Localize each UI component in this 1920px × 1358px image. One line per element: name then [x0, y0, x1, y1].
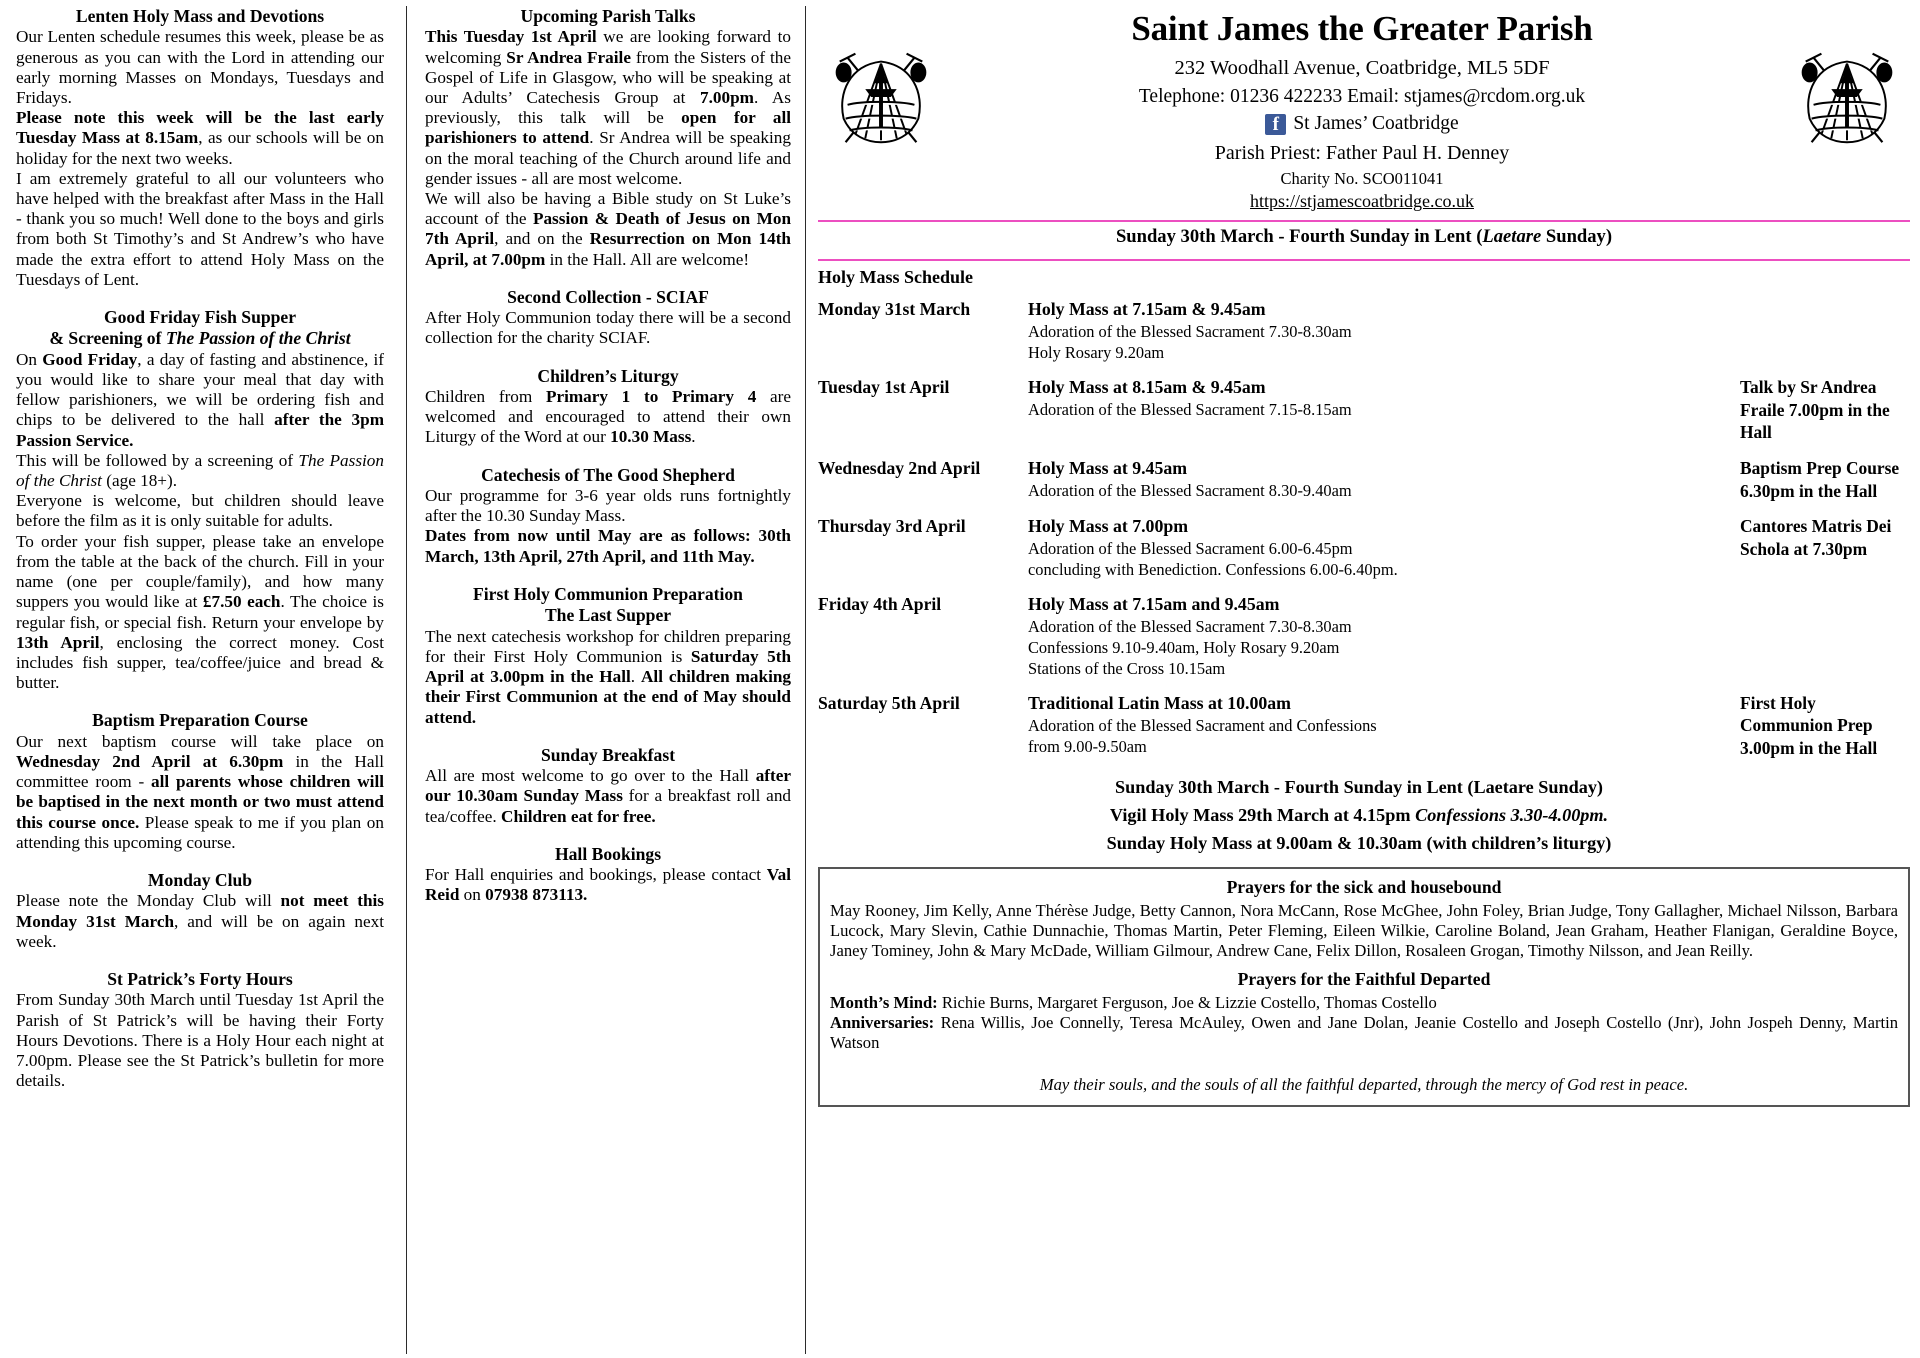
- schedule-row: [818, 457, 1910, 502]
- text-run: All children making their First Communion at the end of May should attend.: [425, 667, 791, 727]
- anniversaries-label: Anniversaries:: [830, 1013, 935, 1033]
- masthead: [818, 6, 1910, 212]
- facebook-line: [942, 111, 1782, 137]
- schedule-detail: [1028, 692, 1740, 757]
- schedule-day: Monday 31st March: [818, 299, 971, 320]
- divider-bottom: [818, 259, 1910, 261]
- banner-italic: Laetare: [1482, 226, 1542, 248]
- article-title: First Holy Communion Preparation: [473, 583, 743, 604]
- text-run: (age 18+).: [101, 471, 178, 491]
- text-run: This Tuesday 1st April: [425, 27, 597, 47]
- schedule-mass-time: Traditional Latin Mass at 10.00am: [1028, 692, 1291, 713]
- schedule-event: First Holy Communion Prep 3.00pm in the Hall: [1740, 692, 1878, 759]
- right-info-column: [806, 6, 1910, 1107]
- text-run: This will be followed by a screening of: [16, 450, 299, 470]
- article-section: [425, 844, 791, 906]
- parish-website-link[interactable]: https://stjamescoatbridge.co.uk: [1250, 191, 1474, 212]
- closing-prayer: May their souls, and the souls of all the faithful departed, through the mercy of God rest in peace.: [1039, 1074, 1689, 1094]
- schedule-event: Cantores Matris Dei Schola at 7.30pm: [1740, 516, 1892, 559]
- text-run: I am extremely grateful to all our volunteers who have helped with the breakfast after Mass in the Hall - thank you so much! Well done to the boys and girls from both St Timothy’s and St Andrew’s who have made the extra effort to attend Holy Mass on the Tuesdays of Lent.: [16, 168, 384, 289]
- text-run: Good Friday: [42, 349, 138, 369]
- text-run: are welcomed and encouraged to attend their own Liturgy of the Word at our: [425, 387, 792, 447]
- article-paragraph: [425, 387, 791, 448]
- text-run: Our next baptism course will take place on: [16, 731, 384, 751]
- text-run: after our 10.30am Sunday Mass: [425, 766, 791, 806]
- article-title: Second Collection - SCIAF: [507, 286, 709, 307]
- text-run: The next catechesis workshop for children preparing for their First Holy Communion is: [425, 626, 791, 666]
- sunday-mass-line: Sunday 30th March - Fourth Sunday in Lent (Laetare Sunday): [1115, 776, 1603, 797]
- text-run: 7.00pm: [700, 88, 754, 108]
- article-paragraph: [425, 27, 791, 189]
- schedule-mass-time: Holy Mass at 7.00pm: [1028, 516, 1189, 537]
- facebook-label: St James’ Coatbridge: [1293, 113, 1459, 135]
- text-run: Children eat for free.: [501, 806, 656, 826]
- article-paragraph: [425, 865, 791, 905]
- article-title: Hall Bookings: [554, 843, 662, 864]
- schedule-mass-time: Holy Mass at 7.15am & 9.45am: [1028, 299, 1266, 320]
- schedule-detail: [1028, 376, 1740, 420]
- text-run: 07938 873113.: [485, 885, 588, 905]
- text-run: , and on the: [494, 229, 590, 249]
- text-run: Val Reid: [425, 865, 791, 905]
- text-run: On: [16, 349, 43, 369]
- article-title: Lenten Holy Mass and Devotions: [75, 6, 325, 26]
- article-paragraph: [16, 169, 384, 290]
- article-paragraph: [16, 891, 384, 952]
- text-run: after the 3pm Passion Service.: [16, 410, 385, 450]
- months-mind-label: Month’s Mind:: [830, 993, 938, 1013]
- schedule-mass-time: Holy Mass at 8.15am & 9.45am: [1028, 377, 1266, 398]
- text-run: not meet this Monday 31st March: [16, 891, 384, 931]
- article-section: [425, 465, 791, 567]
- text-run: .: [691, 427, 696, 447]
- article-section: [425, 584, 791, 728]
- article-paragraph: [425, 627, 791, 728]
- text-run: We will also be having a Bible study on St Luke’s account of the: [425, 189, 791, 229]
- parish-name: Saint James the Greater Parish: [1131, 9, 1593, 48]
- schedule-day: Tuesday 1st April: [818, 377, 950, 398]
- article-paragraph: [16, 732, 384, 853]
- text-run: 10.30 Mass: [610, 427, 692, 447]
- subtitle-italic: The Passion of the Christ: [165, 328, 351, 349]
- article-paragraph: [425, 486, 791, 526]
- mass-schedule: [818, 267, 1910, 857]
- text-run: Our programme for 3-6 year olds runs fortnightly after the 10.30 Sunday Mass.: [425, 486, 791, 526]
- article-section: [425, 745, 791, 827]
- article-title: St Patrick’s Forty Hours: [107, 968, 293, 989]
- vigil-confessions: Confessions 3.30-4.00pm.: [1415, 804, 1609, 825]
- text-run: £7.50 each: [202, 592, 281, 612]
- text-run: , a day of fasting and abstinence, if you would like to share your meal that day with fellow parishioners, we will be ordering fish and chips to be delivered to the hall: [16, 349, 384, 430]
- text-run: For Hall enquiries and bookings, please contact: [425, 865, 767, 885]
- text-run: open for all parishioners to attend: [425, 108, 791, 148]
- schedule-devotion: Adoration of the Blessed Sacrament 7.15-8.15am: [1028, 399, 1352, 419]
- subtitle-plain: & Screening of: [49, 328, 166, 349]
- text-run: in the Hall. All are welcome!: [545, 249, 750, 269]
- text-run: , and will be on again next week.: [16, 911, 384, 951]
- parish-contact: Telephone: 01236 422233 Email: stjames@rcdom.org.uk: [1138, 85, 1586, 107]
- text-run: To order your fish supper, please take an envelope from the table at the back of the church. Fill in your name (one per couple/family), and how many suppers you would like at: [16, 531, 384, 612]
- parish-address: 232 Woodhall Avenue, Coatbridge, ML5 5DF: [1174, 56, 1550, 79]
- text-run: Please speak to me if you plan on attending this upcoming course.: [16, 812, 384, 852]
- anniversaries-names: Rena Willis, Joe Connelly, Teresa McAuley, Owen and Jane Dolan, Jeanie Costello and Joseph Costello (Jnr), John Jospeh Denny, Martin Watson: [830, 1013, 1898, 1053]
- text-run: All are most welcome to go over to the Hall: [425, 766, 756, 786]
- text-run: . As previously, this talk will be: [425, 88, 792, 128]
- article-title: Monday Club: [147, 869, 253, 890]
- text-run: Everyone is welcome, but children should leave before the film as it is only suitable for adults.: [16, 491, 384, 531]
- article-paragraph: [425, 189, 791, 270]
- schedule-day: Saturday 5th April: [818, 692, 960, 713]
- schedule-heading: Holy Mass Schedule: [818, 267, 974, 288]
- prayers-departed-title: Prayers for the Faithful Departed: [1237, 969, 1491, 990]
- article-title: Catechesis of The Good Shepherd: [481, 464, 735, 485]
- facebook-icon: f: [1265, 114, 1286, 135]
- article-section: [16, 870, 384, 952]
- article-section: [425, 287, 791, 349]
- article-title: Good Friday Fish Supper: [103, 307, 297, 328]
- schedule-day: Thursday 3rd April: [818, 516, 966, 537]
- article-title: Sunday Breakfast: [540, 744, 676, 765]
- schedule-devotion: concluding with Benediction. Confessions 6.00-6.40pm.: [1028, 560, 1398, 580]
- schedule-devotion: Adoration of the Blessed Sacrament 8.30-9.40am: [1028, 480, 1352, 500]
- article-title: Baptism Preparation Course: [92, 710, 308, 731]
- text-run: from the Sisters of the Gospel of Life in Glasgow, who will be speaking at our Adults’ Catechesis Group at: [425, 47, 791, 108]
- subtitle-plain: The Last Supper: [544, 605, 672, 626]
- article-title: Children’s Liturgy: [537, 365, 679, 386]
- schedule-detail: [1028, 457, 1740, 501]
- schedule-detail: [1028, 515, 1740, 580]
- schedule-event: Baptism Prep Course 6.30pm in the Hall: [1740, 458, 1900, 501]
- article-section: [16, 6, 384, 290]
- article-paragraph: [16, 451, 384, 491]
- article-subtitle: [16, 328, 384, 348]
- text-run: we are looking forward to welcoming: [425, 27, 791, 67]
- schedule-row: [818, 515, 1910, 580]
- text-run: Sr Andrea Fraile: [506, 47, 631, 67]
- article-paragraph: [16, 350, 384, 451]
- text-run: Children from: [425, 387, 546, 407]
- schedule-mass-time: Holy Mass at 9.45am: [1028, 458, 1188, 479]
- scallop-shell-crest-icon-right: [1788, 32, 1906, 165]
- article-paragraph: [16, 990, 384, 1091]
- schedule-row: [818, 298, 1910, 363]
- article-title: Upcoming Parish Talks: [520, 6, 696, 26]
- schedule-row: [818, 376, 1910, 444]
- schedule-devotion: Adoration of the Blessed Sacrament 7.30-8.30am: [1028, 616, 1352, 636]
- schedule-devotion: from 9.00-9.50am: [1028, 736, 1147, 756]
- middle-article-column: [406, 6, 806, 1354]
- prayers-box: [818, 867, 1910, 1107]
- text-run: 13th April: [16, 632, 100, 652]
- schedule-row: [818, 593, 1910, 679]
- prayers-sick-title: Prayers for the sick and housebound: [1226, 877, 1502, 898]
- article-paragraph: [16, 108, 384, 169]
- article-paragraph: [16, 491, 384, 531]
- text-run: After Holy Communion today there will be a second collection for the charity SCIAF.: [425, 308, 791, 348]
- sunday-banner: [818, 222, 1910, 251]
- schedule-day: Wednesday 2nd April: [818, 458, 981, 479]
- article-section: [425, 6, 791, 270]
- schedule-day: Friday 4th April: [818, 594, 942, 615]
- sunday-mass-line: Sunday Holy Mass at 9.00am & 10.30am (with children’s liturgy): [1106, 833, 1612, 854]
- schedule-devotion: Adoration of the Blessed Sacrament 7.30-8.30am: [1028, 322, 1352, 342]
- schedule-devotion: Holy Rosary 9.20am: [1028, 343, 1165, 363]
- charity-number: Charity No. SCO011041: [1280, 168, 1444, 188]
- text-run: Primary 1 to Primary 4: [545, 387, 757, 407]
- schedule-devotion: Adoration of the Blessed Sacrament 6.00-6.45pm: [1028, 539, 1353, 559]
- schedule-devotion: Stations of the Cross 10.15am: [1028, 658, 1226, 678]
- text-run: Resurrection on Mon 14th April, at 7.00pm: [425, 229, 791, 269]
- article-subtitle: [425, 605, 791, 625]
- text-run: for a breakfast roll and tea/coffee.: [425, 786, 792, 826]
- article-section: [16, 710, 384, 853]
- months-mind-line: [830, 993, 1898, 1013]
- text-run: Saturday 5th April at 3.00pm in the Hall: [425, 646, 792, 687]
- text-run: in the Hall committee room -: [16, 751, 384, 792]
- article-section: [425, 366, 791, 448]
- text-run: . The choice is regular fish, or special fish. Return your envelope by: [16, 592, 384, 632]
- article-section: [16, 307, 384, 693]
- text-run: all parents whose children will be baptised in the next month or two must attend this course once.: [16, 772, 384, 832]
- text-run: .: [630, 667, 641, 687]
- schedule-row: [818, 692, 1910, 760]
- article-section: [16, 969, 384, 1091]
- article-paragraph: [16, 27, 384, 108]
- text-run: Please note the Monday Club will: [16, 891, 281, 911]
- text-run: Please note this week will be the last early Tuesday Mass at 8.15am: [16, 108, 384, 148]
- text-run: Our Lenten schedule resumes this week, please be as generous as you can with the Lord in attending our early morning Masses on Mondays, Tuesdays and Fridays.: [16, 27, 384, 108]
- text-run: Dates from now until May are as follows: 30th March, 13th April, 27th April, and 11th May.: [425, 526, 791, 566]
- text-run: Wednesday 2nd April at 6.30pm: [16, 751, 284, 771]
- text-run: on: [459, 885, 486, 905]
- article-paragraph: [425, 308, 791, 348]
- parish-priest: Parish Priest: Father Paul H. Denney: [1214, 141, 1510, 164]
- article-paragraph: [425, 526, 791, 566]
- schedule-event: Talk by Sr Andrea Fraile 7.00pm in the Hall: [1740, 377, 1890, 443]
- schedule-devotion: Confessions 9.10-9.40am, Holy Rosary 9.20am: [1028, 637, 1340, 657]
- vigil-text: Vigil Holy Mass 29th March at 4.15pm: [1109, 804, 1416, 825]
- sunday-mass-line: [818, 801, 1900, 829]
- schedule-detail: [1028, 593, 1740, 679]
- text-run: From Sunday 30th March until Tuesday 1st April the Parish of St Patrick’s will be having their Forty Hours Devotions. There is a Holy Hour each night at 7.00pm. Please see the St Patrick’s bulletin for more details.: [16, 990, 384, 1091]
- prayers-sick-names: May Rooney, Jim Kelly, Anne Thérèse Judge, Betty Cannon, Nora McCann, Rose McGhee, John Foley, Brian Judge, Tony Gallagher, Michael Nilsson, Barbara Lucock, Mary Slevin, Cathie Dunnachie, Thomas Martin, Peter Fleming, Eileen Wilkie, Caroline Boland, Jean Graham, Heather Flanigan, Geraldine Boyce, Janey Tominey, John & Mary McDade, William Gilmour, Andrew Cane, Felix Dillon, Rosaleen Grogan, Timothy Nilsson, and Jean Reilly.: [830, 901, 1898, 961]
- banner-tail: Sunday): [1541, 226, 1613, 248]
- schedule-detail: [1028, 298, 1740, 363]
- scallop-shell-crest-icon-left: [822, 32, 940, 165]
- months-mind-names: Richie Burns, Margaret Ferguson, Joe & Lizzie Costello, Thomas Costello: [937, 993, 1437, 1013]
- left-article-column: [10, 6, 390, 1108]
- schedule-mass-time: Holy Mass at 7.15am and 9.45am: [1028, 594, 1280, 615]
- masthead-text: [940, 6, 1784, 212]
- article-paragraph: [425, 766, 791, 827]
- text-run: Passion & Death of Jesus on Mon 7th April: [425, 209, 792, 249]
- text-run: The Passion of the Christ: [16, 450, 384, 491]
- text-run: . Sr Andrea will be speaking on the moral teaching of the Church around life and gender issues - all are most welcome.: [425, 128, 791, 188]
- anniversaries-line: [830, 1013, 1898, 1053]
- article-paragraph: [16, 532, 384, 694]
- banner-text: Sunday 30th March - Fourth Sunday in Lent (: [1115, 226, 1483, 248]
- text-run: , enclosing the correct money. Cost includes fish supper, tea/coffee/juice and bread & butter.: [16, 632, 384, 693]
- sunday-mass-lines: [818, 773, 1910, 858]
- schedule-devotion: Adoration of the Blessed Sacrament and Confessions: [1028, 715, 1377, 735]
- text-run: , as our schools will be on holiday for the next two weeks.: [16, 128, 384, 168]
